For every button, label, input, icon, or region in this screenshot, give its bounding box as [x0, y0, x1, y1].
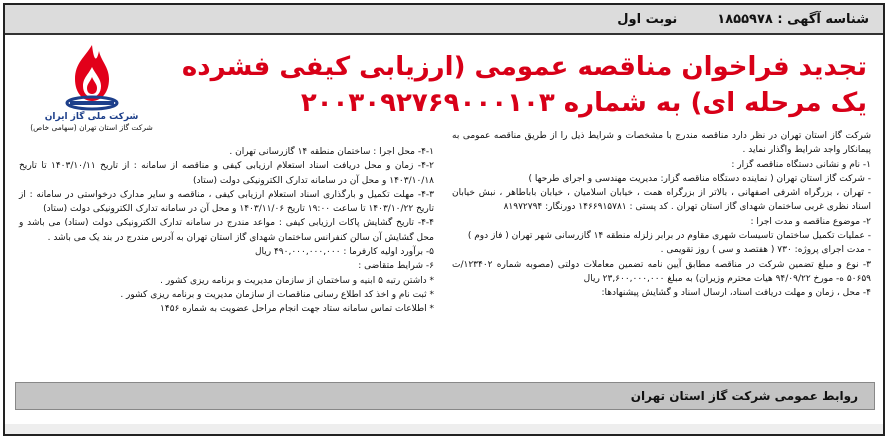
requirement-2: * ثبت نام و اخذ کد اطلاع رسانی مناقصات از سازمان مدیریت و برنامه ریزی کشور . [120, 289, 434, 300]
notice-title [181, 49, 867, 121]
section-2-item-b: - مدت اجرای پروژه: ۷۳۰ ( هفتصد و سی ) روز تقویمی . [660, 245, 871, 256]
section-2-item-a: - عملیات تکمیل ساختمان تاسیسات شهری مقاوم در برابر زلزله منطقه ۱۴ گازرسانی شهر تهران ( فاز دوم ) [467, 231, 871, 242]
item-6-heading: ۶- شرایط متقاضی : [358, 261, 434, 272]
section-2-heading: ۲- موضوع مناقصه و مدت اجرا : [750, 216, 871, 227]
advertisement-card [3, 3, 885, 436]
section-3-paragraph: ۳- نوع و مبلغ تضمین شرکت در مناقصه مطابق آیین نامه تضمین معاملات دولتی (مصوبه شماره ۱۲۳۴۰۲/ت ۵۰۶۵۹ ه- مورخ ۹۴/۰۹/۲۲ هیات محترم وزیران) به مبلغ ۲۳,۶۰۰,۰۰۰,۰۰۰ ریال [452, 259, 871, 284]
title-line-1: تجدید فراخوان مناقصه عمومی (ارزیابی کیفی فشرده [181, 52, 867, 82]
logo-company-name: شرکت ملی گاز ایران [44, 112, 139, 122]
item-4-4: ۴-۴- تاریخ گشایش پاکات ارزیابی کیفی : مواعد مندرج در سامانه تدارک الکترونیکی دولت (ستاد) می باشد و محل گشایش آن سالن کنفرانس ساختمان شهدای گاز استان تهران به آدرس مندرج در بند یک می باشد . [19, 218, 434, 243]
company-logo [19, 41, 164, 149]
item-4-1: ۴-۱- محل اجرا : ساختمان منطقه ۱۴ گازرسانی تهران . [229, 147, 434, 157]
section-1-heading: ۱- نام و نشانی دستگاه مناقصه گزار : [731, 159, 871, 170]
body-column-right [452, 129, 871, 301]
notice-header-bar [5, 5, 883, 35]
body-column-left [19, 145, 434, 317]
intro-paragraph: شرکت گاز استان تهران در نظر دارد مناقصه مندرج با مشخصات و شرایط ذیل را از طریق مناقصه عمومی به پیمانکار واجد شرایط واگذار نماید . [452, 131, 871, 156]
flame-emblem-icon [61, 41, 123, 111]
requirement-1: * داشتن رتبه ۵ ابنیه و ساختمان از سازمان مدیریت و برنامه ریزی کشور . [160, 275, 434, 286]
item-5-estimate: ۵- برآورد اولیه کارفرما : ۴۹۰,۰۰۰,۰۰۰,۰۰۰ ریال [254, 247, 434, 258]
section-1-item-b: - تهران ، بزرگراه اشرفی اصفهانی ، بالاتر از بزرگراه همت ، خیابان اسلامیان ، خیابان باباطاهر ، نبش خیابان اسناد نظری غربی ساختمان شهدای گاز استان تهران . کد پستی : ۱۴۶۶۹۱۵۷۸۱ دورنگار: ۸۱۹۷۲۷۹۴ [452, 188, 871, 213]
round-label: نوبت اول [617, 11, 678, 27]
section-1-item-a: - شرکت گاز استان تهران ( نماینده دستگاه مناقصه گزار: مدیریت مهندسی و اجرای طرحها ) [528, 173, 871, 184]
section-4-heading: ۴- محل ، زمان و مهلت دریافت اسناد، ارسال اسناد و گشایش پیشنهادها: [601, 288, 871, 299]
logo-subsidiary-name: شرکت گاز استان تهران (سهامی خاص) [30, 123, 153, 132]
requirement-3: * اطلاعات تماس سامانه ستاد جهت انجام مراحل عضویت به شماره ۱۴۵۶ [160, 304, 434, 315]
footer-text: روابط عمومی شرکت گاز استان تهران [630, 389, 858, 403]
bottom-strip [5, 424, 883, 434]
notice-id-label: شناسه آگهی : ۱۸۵۵۹۷۸ [717, 11, 869, 27]
public-relations-footer [15, 382, 875, 410]
item-4-2: ۴-۲- زمان و محل دریافت اسناد استعلام ارزیابی کیفی و مناقصه از سامانه : از تاریخ ۱۴۰۳/۱۰/۱۱ تا تاریخ ۱۴۰۳/۱۰/۱۸ و محل آن در سامانه تدارک الکترونیکی دولت (ستاد) [19, 161, 434, 186]
item-4-3: ۴-۳- مهلت تکمیل و بارگذاری اسناد استعلام ارزیابی کیفی ، مناقصه و سایر مدارک درخواستی در سامانه : از تاریخ ۱۴۰۳/۱۰/۲۲ تا ساعت ۱۹:۰۰ تاریخ ۱۴۰۳/۱۱/۰۶ و محل آن در سامانه تدارک الکترونیکی دولت (ستاد) [19, 189, 434, 215]
title-line-2: یک مرحله ای) به شماره ۲۰۰۳۰۹۲۷۶۹۰۰۰۱۰۳ [300, 88, 867, 118]
